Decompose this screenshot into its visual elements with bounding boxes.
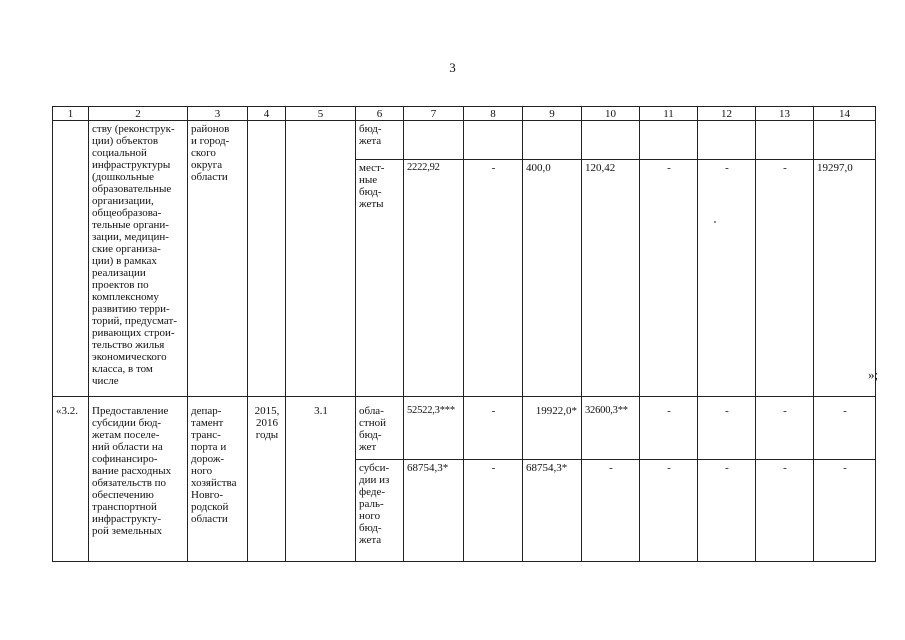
cell-text-line: социальной bbox=[92, 147, 147, 159]
amount-cell: - bbox=[464, 159, 523, 397]
cell-text-line: обязательств по bbox=[92, 477, 167, 490]
amount-cell bbox=[404, 121, 464, 160]
amount-cell: - bbox=[814, 397, 876, 460]
cell-text-line: жеты bbox=[359, 197, 384, 210]
cell-text-line: развитию терри- bbox=[92, 303, 170, 315]
cell-text-line: бюд- bbox=[359, 429, 382, 442]
cell-text-line: тамент bbox=[191, 417, 224, 430]
column-header: 12 bbox=[698, 107, 756, 121]
cell-text-line: субсидии бюд- bbox=[92, 417, 162, 430]
cell-text-line: ского bbox=[191, 147, 216, 159]
cell-text-line: ции) в рамках bbox=[92, 255, 157, 267]
cell-text-line: (дошкольные bbox=[92, 171, 155, 183]
cell-text-line: жетам поселе- bbox=[92, 429, 160, 442]
cell-text-line: порта и bbox=[191, 441, 227, 454]
amount-cell: - bbox=[756, 460, 814, 562]
cell-text-line: раль- bbox=[359, 498, 384, 511]
amount-cell bbox=[582, 121, 640, 160]
amount-cell bbox=[640, 121, 698, 160]
cell-text-line: организации, bbox=[92, 195, 154, 207]
cell-text-line: транспортной bbox=[92, 501, 157, 514]
cell-text-line: дии из bbox=[359, 474, 390, 487]
column-header: 10 bbox=[582, 107, 640, 121]
column-header: 4 bbox=[248, 107, 286, 121]
cell-text-line: класса, в том bbox=[92, 363, 153, 375]
amount-cell: - bbox=[756, 159, 814, 397]
cell-text-line: комплексному bbox=[92, 291, 159, 303]
cell-text-line: рой земельных bbox=[92, 525, 162, 538]
closing-quote-mark: »; bbox=[868, 367, 879, 382]
amount-cell: 19922,0* bbox=[523, 397, 582, 460]
target-indicator-cell: 3.1 bbox=[286, 397, 356, 562]
column-header: 3 bbox=[188, 107, 248, 121]
amount-cell: - bbox=[464, 397, 523, 460]
amount-cell: - bbox=[814, 460, 876, 562]
item-number-cell bbox=[53, 121, 89, 397]
funding-source-cell bbox=[356, 159, 404, 397]
cell-text-line: 2016 bbox=[256, 417, 278, 430]
amount-cell: 400,0 bbox=[523, 159, 582, 397]
table-row bbox=[53, 121, 876, 160]
amount-cell: 68754,3* bbox=[523, 460, 582, 562]
executor-cell bbox=[188, 121, 248, 397]
amount-cell bbox=[464, 121, 523, 160]
item-description-cell bbox=[89, 121, 188, 397]
amount-cell: - bbox=[756, 397, 814, 460]
cell-text-line: субси- bbox=[359, 462, 390, 475]
cell-text-line: области bbox=[191, 171, 228, 183]
amount-cell bbox=[814, 121, 876, 160]
cell-text-line: ривающих строи- bbox=[92, 327, 175, 339]
amount-cell bbox=[523, 121, 582, 160]
cell-text-line: обеспечению bbox=[92, 489, 154, 502]
cell-text-line: ству (реконструк- bbox=[92, 123, 175, 135]
column-header: 5 bbox=[286, 107, 356, 121]
column-header: 2 bbox=[89, 107, 188, 121]
cell-text-line: экономического bbox=[92, 351, 167, 363]
cell-text-line: инфраструктуры bbox=[92, 159, 171, 171]
amount-cell: - bbox=[582, 460, 640, 562]
amount-cell: - bbox=[464, 460, 523, 562]
cell-text-line: Предоставление bbox=[92, 405, 169, 418]
column-header: 6 bbox=[356, 107, 404, 121]
amount-cell: 19297,0 bbox=[814, 159, 876, 397]
column-header: 11 bbox=[640, 107, 698, 121]
cell-text-line: ного bbox=[191, 465, 213, 478]
amount-cell: 120,42 bbox=[582, 159, 640, 397]
cell-text-line: Новго- bbox=[191, 489, 224, 502]
cell-text-line: и город- bbox=[191, 135, 230, 147]
cell-text-line: образовательные bbox=[92, 183, 172, 195]
funding-source-cell bbox=[356, 460, 404, 562]
column-header: 1 bbox=[53, 107, 89, 121]
cell-text-line: ции) объектов bbox=[92, 135, 159, 147]
cell-text-line: софинансиро- bbox=[92, 453, 158, 466]
cell-text-line: области bbox=[191, 513, 228, 526]
page-number: 3 bbox=[449, 60, 456, 75]
cell-text-line: районов bbox=[191, 123, 230, 135]
cell-text-line: жет bbox=[359, 441, 377, 454]
item-number-cell: «3.2. bbox=[53, 397, 89, 562]
cell-text-line: транс- bbox=[191, 429, 221, 442]
cell-text-line: жета bbox=[359, 135, 382, 147]
cell-text-line: вание расходных bbox=[92, 465, 172, 478]
cell-text-line: округа bbox=[191, 159, 223, 171]
cell-text-line: стной bbox=[359, 417, 386, 430]
scan-speck bbox=[714, 221, 716, 223]
cell-text-line: мест- bbox=[359, 161, 385, 174]
cell-text-line: тельство жилья bbox=[92, 339, 165, 351]
cell-text-line: феде- bbox=[359, 486, 386, 499]
cell-text-line: 2015, bbox=[254, 405, 280, 418]
cell-text-line: ний области на bbox=[92, 441, 163, 454]
cell-text-line: тельные органи- bbox=[92, 219, 169, 231]
cell-text-line: бюд- bbox=[359, 185, 382, 198]
amount-cell: 68754,3* bbox=[404, 460, 464, 562]
column-header: 14 bbox=[814, 107, 876, 121]
cell-text-line: инфраструкту- bbox=[92, 513, 161, 526]
amount-cell: 2222,92 bbox=[404, 159, 464, 397]
funding-source-cell bbox=[356, 397, 404, 460]
amount-cell bbox=[698, 121, 756, 160]
table-row bbox=[53, 397, 876, 460]
cell-text-line: годы bbox=[255, 429, 279, 442]
amount-cell: - bbox=[640, 397, 698, 460]
cell-text-line: общеобразова- bbox=[92, 207, 162, 219]
amount-cell: - bbox=[698, 460, 756, 562]
cell-text-line: ские организа- bbox=[92, 243, 161, 255]
amount-cell: - bbox=[640, 159, 698, 397]
amount-cell bbox=[756, 121, 814, 160]
cell-text-line: числе bbox=[92, 375, 119, 387]
column-header: 13 bbox=[756, 107, 814, 121]
amount-cell: - bbox=[640, 460, 698, 562]
cell-text-line: бюд- bbox=[359, 522, 382, 535]
cell-text-line: реализации bbox=[92, 267, 146, 279]
column-header: 7 bbox=[404, 107, 464, 121]
amount-cell: - bbox=[698, 397, 756, 460]
amount-cell: 32600,3** bbox=[582, 397, 640, 460]
cell-text-line: ные bbox=[359, 173, 378, 186]
executor-cell bbox=[188, 397, 248, 562]
header-row bbox=[53, 107, 876, 121]
cell-text-line: проектов по bbox=[92, 279, 149, 291]
cell-text-line: жета bbox=[359, 534, 382, 547]
cell-text-line: торий, предусмат- bbox=[92, 315, 177, 327]
period-cell bbox=[248, 121, 286, 397]
cell-text-line: дорож- bbox=[191, 453, 225, 466]
program-table bbox=[52, 106, 879, 562]
target-indicator-cell bbox=[286, 121, 356, 397]
cell-text-line: хозяйства bbox=[191, 477, 237, 490]
cell-text-line: бюд- bbox=[359, 123, 382, 135]
column-header: 9 bbox=[523, 107, 582, 121]
period-cell bbox=[248, 397, 286, 562]
funding-source-cell bbox=[356, 121, 404, 160]
cell-text-line: депар- bbox=[191, 405, 222, 418]
amount-cell: 52522,3*** bbox=[404, 397, 464, 460]
amount-cell: - bbox=[698, 159, 756, 397]
cell-text-line: обла- bbox=[359, 405, 384, 418]
cell-text-line: зации, медицин- bbox=[92, 231, 169, 243]
column-header: 8 bbox=[464, 107, 523, 121]
cell-text-line: ного bbox=[359, 510, 381, 523]
item-description-cell bbox=[89, 397, 188, 562]
cell-text-line: родской bbox=[191, 501, 229, 514]
